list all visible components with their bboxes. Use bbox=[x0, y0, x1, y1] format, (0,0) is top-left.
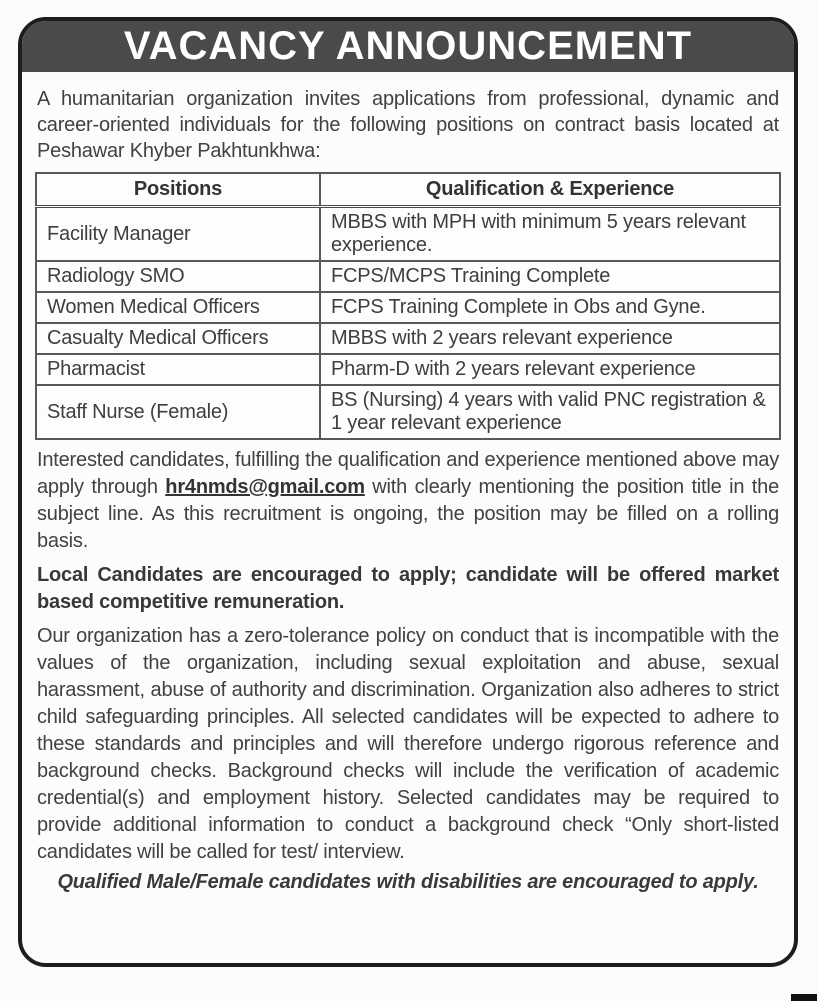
qualification-cell: Pharm-D with 2 years relevant experience bbox=[320, 354, 780, 385]
apply-paragraph bbox=[37, 447, 779, 555]
column-header-positions: Positions bbox=[36, 173, 320, 207]
disability-note: Qualified Male/Female candidates with disabilities are encouraged to apply. bbox=[57, 871, 759, 893]
qualification-cell: MBBS with 2 years relevant experience bbox=[320, 323, 780, 354]
intro-paragraph: A humanitarian organization invites applications from professional, dynamic and career-oriented individuals for the following positions on contract basis located at Peshawar Khyber Pakhtunkhwa: bbox=[37, 88, 779, 162]
local-candidates-note: Local Candidates are encouraged to apply; candidate will be offered market based competitive remuneration. bbox=[37, 564, 779, 613]
position-cell: Staff Nurse (Female) bbox=[36, 385, 320, 439]
table-row bbox=[36, 354, 780, 385]
title-bar bbox=[22, 21, 794, 72]
position-cell: Casualty Medical Officers bbox=[36, 323, 320, 354]
position-cell: Women Medical Officers bbox=[36, 292, 320, 323]
qualification-cell: FCPS/MCPS Training Complete bbox=[320, 261, 780, 292]
qualification-cell: FCPS Training Complete in Obs and Gyne. bbox=[320, 292, 780, 323]
announcement-body bbox=[22, 72, 794, 895]
announcement-card bbox=[18, 17, 798, 967]
page-title: VACANCY ANNOUNCEMENT bbox=[123, 24, 693, 68]
column-header-qualification: Qualification & Experience bbox=[320, 173, 780, 207]
qualification-cell: MBBS with MPH with minimum 5 years relevant experience. bbox=[320, 207, 780, 262]
table-row bbox=[36, 323, 780, 354]
table-row bbox=[36, 207, 780, 262]
table-row bbox=[36, 261, 780, 292]
policy-paragraph: Our organization has a zero-tolerance policy on conduct that is incompatible with the values of the organization, including sexual exploitation and abuse, sexual harassment, abuse of authority and discrimination. Organization also adheres to strict child safeguarding principles. All selected candidates will be expected to adhere to these standards and principles and will therefore undergo rigorous reference and background checks. Background checks will include the verification of academic credential(s) and employment history. Selected candidates may be required to provide additional information to conduct a background check “Only short-listed candidates will be called for test/ interview. bbox=[37, 625, 779, 863]
qualification-cell: BS (Nursing) 4 years with valid PNC registration & 1 year relevant experience bbox=[320, 385, 780, 439]
position-cell: Facility Manager bbox=[36, 207, 320, 262]
positions-table bbox=[35, 172, 781, 440]
table-row bbox=[36, 385, 780, 439]
apply-text-after: with clearly mentioning the position title in the subject line. As this recruitment is ongoing, the position may be filled on a rolling basis. bbox=[37, 476, 779, 552]
scan-corner-artifact bbox=[791, 994, 817, 1001]
position-cell: Pharmacist bbox=[36, 354, 320, 385]
table-row bbox=[36, 292, 780, 323]
apply-text-before: Interested candidates, fulfilling the qualification and experience mentioned above may apply through bbox=[37, 449, 779, 498]
table-header-row bbox=[36, 173, 780, 207]
position-cell: Radiology SMO bbox=[36, 261, 320, 292]
email-address[interactable]: hr4nmds@gmail.com bbox=[165, 476, 365, 498]
